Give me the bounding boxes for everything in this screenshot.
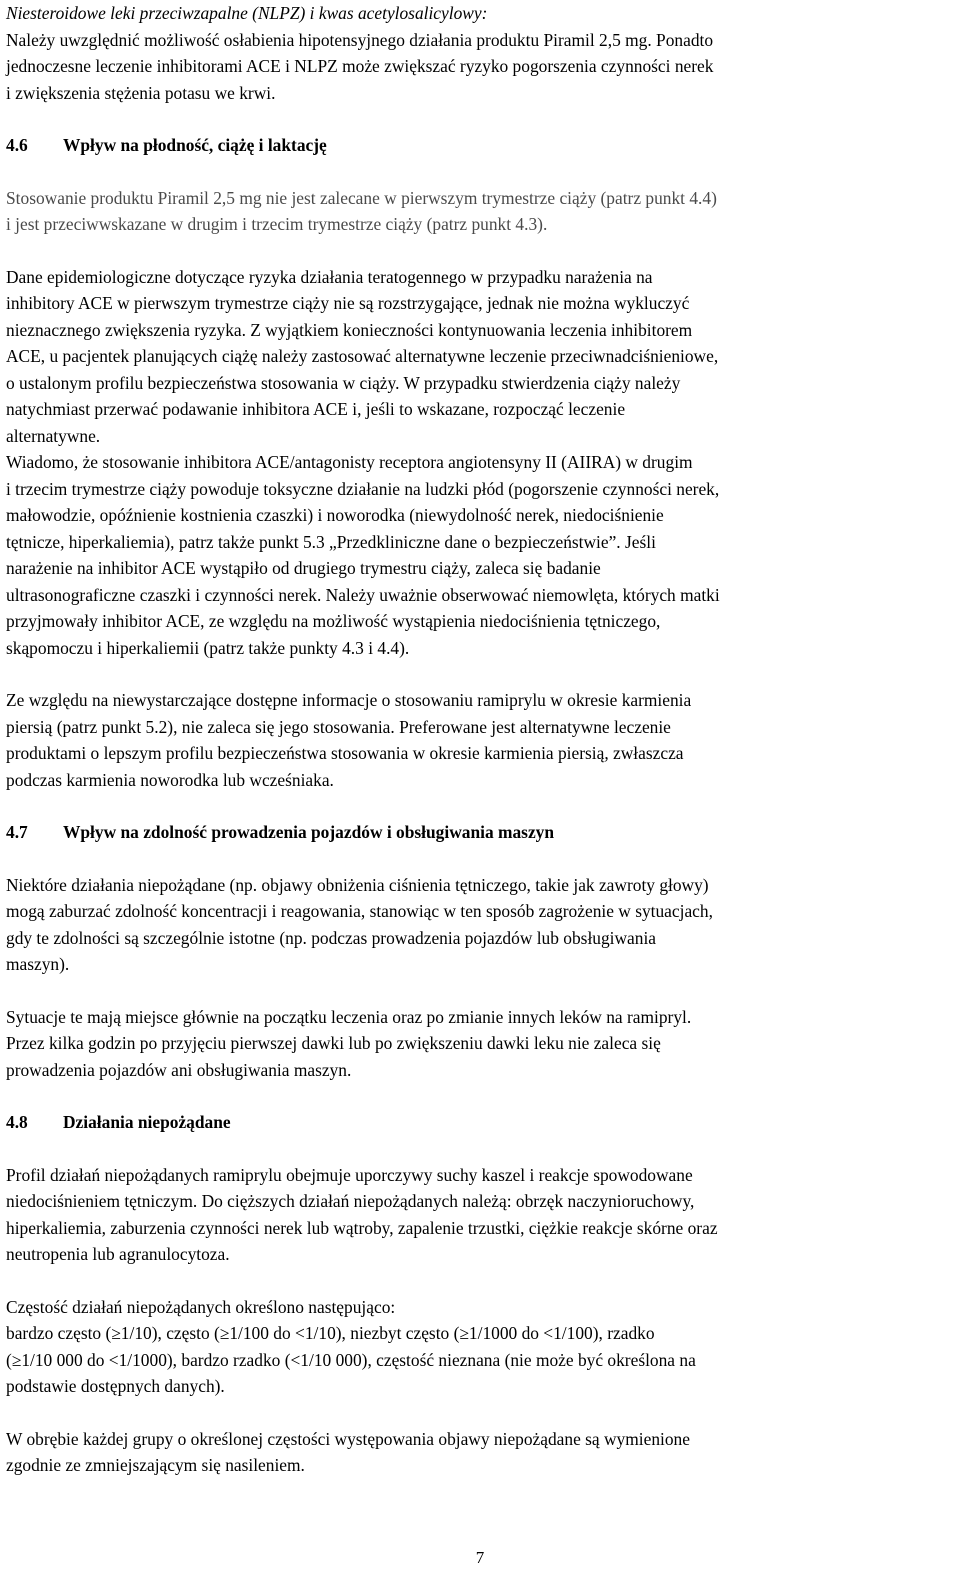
section-4-6-title: Wpływ na płodność, ciążę i laktację [63,135,327,155]
page-number: 7 [475,1548,485,1567]
section-4-7-heading [6,819,956,846]
document-page [6,0,956,1479]
nlpz-title: Niesteroidowe leki przeciwzapalne (NLPZ) i kwas acetylosalicylowy: [6,3,488,23]
nlpz-text: Należy uwzględnić możliwość osłabienia hipotensyjnego działania produktu Piramil 2,5 mg. Ponadto jednoczesne leczenie inhibitorami ACE i NLPZ może zwiększać ryzyko pogorszenia czynności nerek i zwiększenia stężenia potasu we krwi. [6,29,714,103]
section-4-8-title: Działania niepożądane [63,1112,231,1132]
section-4-7-paragraph-1: Niektóre działania niepożądane (np. objawy obniżenia ciśnienia tętniczego, takie jak zawroty głowy) mogą zaburzać zdolność koncentracji i reagowania, stanowiąc w ten sposób zagrożenie w sytuacjach, gdy te zdolności są szczególnie istotne (np. podczas prowadzenia pojazdów lub obsługiwania maszyn). [6,874,713,974]
section-4-6-number: 4.6 [6,135,28,155]
section-4-8-number: 4.8 [6,1112,28,1132]
section-4-6-paragraph-1: Stosowanie produktu Piramil 2,5 mg nie jest zalecane w pierwszym trymestrze ciąży (patrz punkt 4.4) i jest przeciwwskazane w drugim i trzecim trymestrze ciąży (patrz punkt 4.3). [6,187,717,234]
section-4-8-heading [6,1109,956,1136]
section-4-6-paragraph-2: Dane epidemiologiczne dotyczące ryzyka działania teratogennego w przypadku narażenia na inhibitory ACE w pierwszym trymestrze ciąży nie są rozstrzygające, jednak nie można wykluczyć nieznacznego zwiększenia ryzyka. Z wyjątkiem konieczności kontynuowania leczenia inhibitorem ACE, u pacjentek planujących ciążę należy zastosować alternatywne leczenie przeciwnadciśnieniowe, o ustalonym profilu bezpieczeństwa stosowania w ciąży. W przypadku stwierdzenia ciąży należy natychmiast przerwać podawanie inhibitora ACE i, jeśli to wskazane, rozpocząć leczenie alternatywne. [6,266,719,446]
section-4-8-paragraph-2: Częstość działań niepożądanych określono następująco: bardzo często (≥1/10), często (≥1/100 do <1/10), niezbyt często (≥1/1000 do <1/100), rzadko (≥1/10 000 do <1/1000), bardzo rzadko (<1/10 000), częstość nieznana (nie może być określona na podstawie dostępnych danych). [6,1296,696,1396]
section-4-7-paragraph-2: Sytuacje te mają miejsce głównie na początku leczenia oraz po zmianie innych leków na ramipryl. Przez kilka godzin po przyjęciu pierwszej dawki lub po zwiększeniu dawki leku nie zaleca się prowadzenia pojazdów ani obsługiwania maszyn. [6,1006,692,1080]
section-4-8-paragraph-3: W obrębie każdej grupy o określonej częstości występowania objawy niepożądane są wymienione zgodnie ze zmniejszającym się nasileniem. [6,1428,690,1475]
section-4-6-paragraph-4: Ze względu na niewystarczające dostępne informacje o stosowaniu ramiprylu w okresie karmienia piersią (patrz punkt 5.2), nie zaleca się jego stosowania. Preferowane jest alternatywne leczenie produktami o lepszym profilu bezpieczeństwa stosowania w okresie karmienia piersią, zwłaszcza podczas karmienia noworodka lub wcześniaka. [6,690,692,790]
section-4-8-paragraph-1: Profil działań niepożądanych ramiprylu obejmuje uporczywy suchy kaszel i reakcje spowodowane niedociśnieniem tętniczym. Do cięższych działań niepożądanych należą: obrzęk naczynioruchowy, hiperkaliemia, zaburzenia czynności nerek lub wątroby, zapalenie trzustki, ciężkie reakcje skórne oraz neutropenia lub agranulocytoza. [6,1164,718,1264]
section-4-6-heading [6,132,956,159]
section-4-7-number: 4.7 [6,822,28,842]
section-4-7-title: Wpływ na zdolność prowadzenia pojazdów i obsługiwania maszyn [63,822,555,842]
section-4-6-paragraph-3: Wiadomo, że stosowanie inhibitora ACE/antagonisty receptora angiotensyny II (AIIRA) w drugim i trzecim trymestrze ciąży powoduje toksyczne działanie na ludzki płód (pogorszenie czynności nerek, małowodzie, opóźnienie kostnienia czaszki) i noworodka (niewydolność nerek, niedociśnienie tętnicze, hiperkaliemia), patrz także punkt 5.3 „Przedkliniczne dane o bezpieczeństwie”. Jeśli narażenie na inhibitor ACE wystąpiło od drugiego trymestru ciąży, zaleca się badanie ultrasonograficzne czaszki i czynności nerek. Należy uważnie obserwować niemowlęta, których matki przyjmowały inhibitor ACE, ze względu na możliwość wystąpienia niedociśnienia tętniczego, skąpomoczu i hiperkaliemii (patrz także punkty 4.3 i 4.4). [6,452,720,658]
